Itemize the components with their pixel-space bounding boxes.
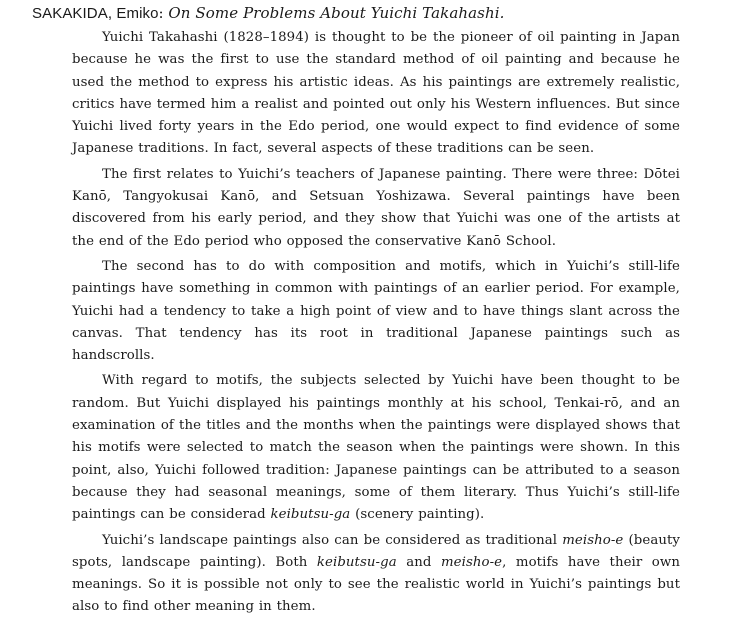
italic-term: meisho-e <box>440 554 503 570</box>
paragraph <box>72 530 680 619</box>
paragraph-text: Yuichi Takahashi (1828–1894) is thought to be the pioneer of oil painting in Japan because he was the first to use the standard method of oil painting and because he used the method to express his artistic ideas. As his paintings are extremely realistic, critics have termed him a realist and pointed out only his Western influences. But since Yuichi lived forty years in the Edo period, one would expect to find evidence of some Japanese traditions. In fact, several aspects of these traditions can be seen. <box>72 30 680 157</box>
author-name: SAKAKIDA, Emiko <box>32 5 159 22</box>
article-header <box>32 2 505 25</box>
italic-term: keibutsu-ga <box>270 507 351 523</box>
paragraph <box>72 370 680 526</box>
paragraph <box>72 164 680 253</box>
italic-term: keibutsu-ga <box>316 554 397 570</box>
header-separator: : <box>158 4 164 22</box>
paragraph <box>72 256 680 367</box>
paragraph-text: The second has to do with composition and motifs, which in Yuichi’s still-life paintings have something in common with paintings of an earlier period. For example, Yuichi had a tendency to take a high point of view and to have things slant across the canvas. That tendency has its root in traditional Japanese paintings such as handscrolls. <box>72 258 680 364</box>
paragraph <box>72 27 680 161</box>
paragraph-text: and <box>396 554 441 570</box>
paragraph-text: (beauty spots, landscape painting). Both <box>72 532 680 570</box>
paragraph-text: (scenery painting). <box>350 507 485 523</box>
italic-term: meisho-e <box>562 532 624 548</box>
article-body <box>72 27 680 619</box>
paragraph-text: Yuichi’s landscape paintings also can be considered as traditional <box>102 532 563 548</box>
article-title: On Some Problems About Yuichi Takahashi. <box>168 4 505 22</box>
paragraph-text: The first relates to Yuichi’s teachers of Japanese painting. There were three: Dōtei Kanō, Tangyokusai Kanō, and Setsuan Yoshizawa. Several paintings have been discovered from his early period, and they show that Yuichi was one of the artists at the end of the Edo period who opposed the conservative Kanō School. <box>72 166 680 249</box>
paragraph-text: With regard to motifs, the subjects selected by Yuichi have been thought to be random. But Yuichi displayed his paintings monthly at his school, Tenkai-rō, and an examination of the titles and the months when the paintings were displayed shows that his motifs were selected to match the season when the paintings were shown. In this point, also, Yuichi followed tradition: Japanese paintings can be attributed to a season because they had seasonal meanings, some of them literary. Thus Yuichi’s still-life paintings can be considerad <box>72 373 680 523</box>
paragraph-text: , motifs have their own meanings. So it is possible not only to see the realistic world in Yuichi’s paintings but also to find other meaning in them. <box>72 554 681 615</box>
